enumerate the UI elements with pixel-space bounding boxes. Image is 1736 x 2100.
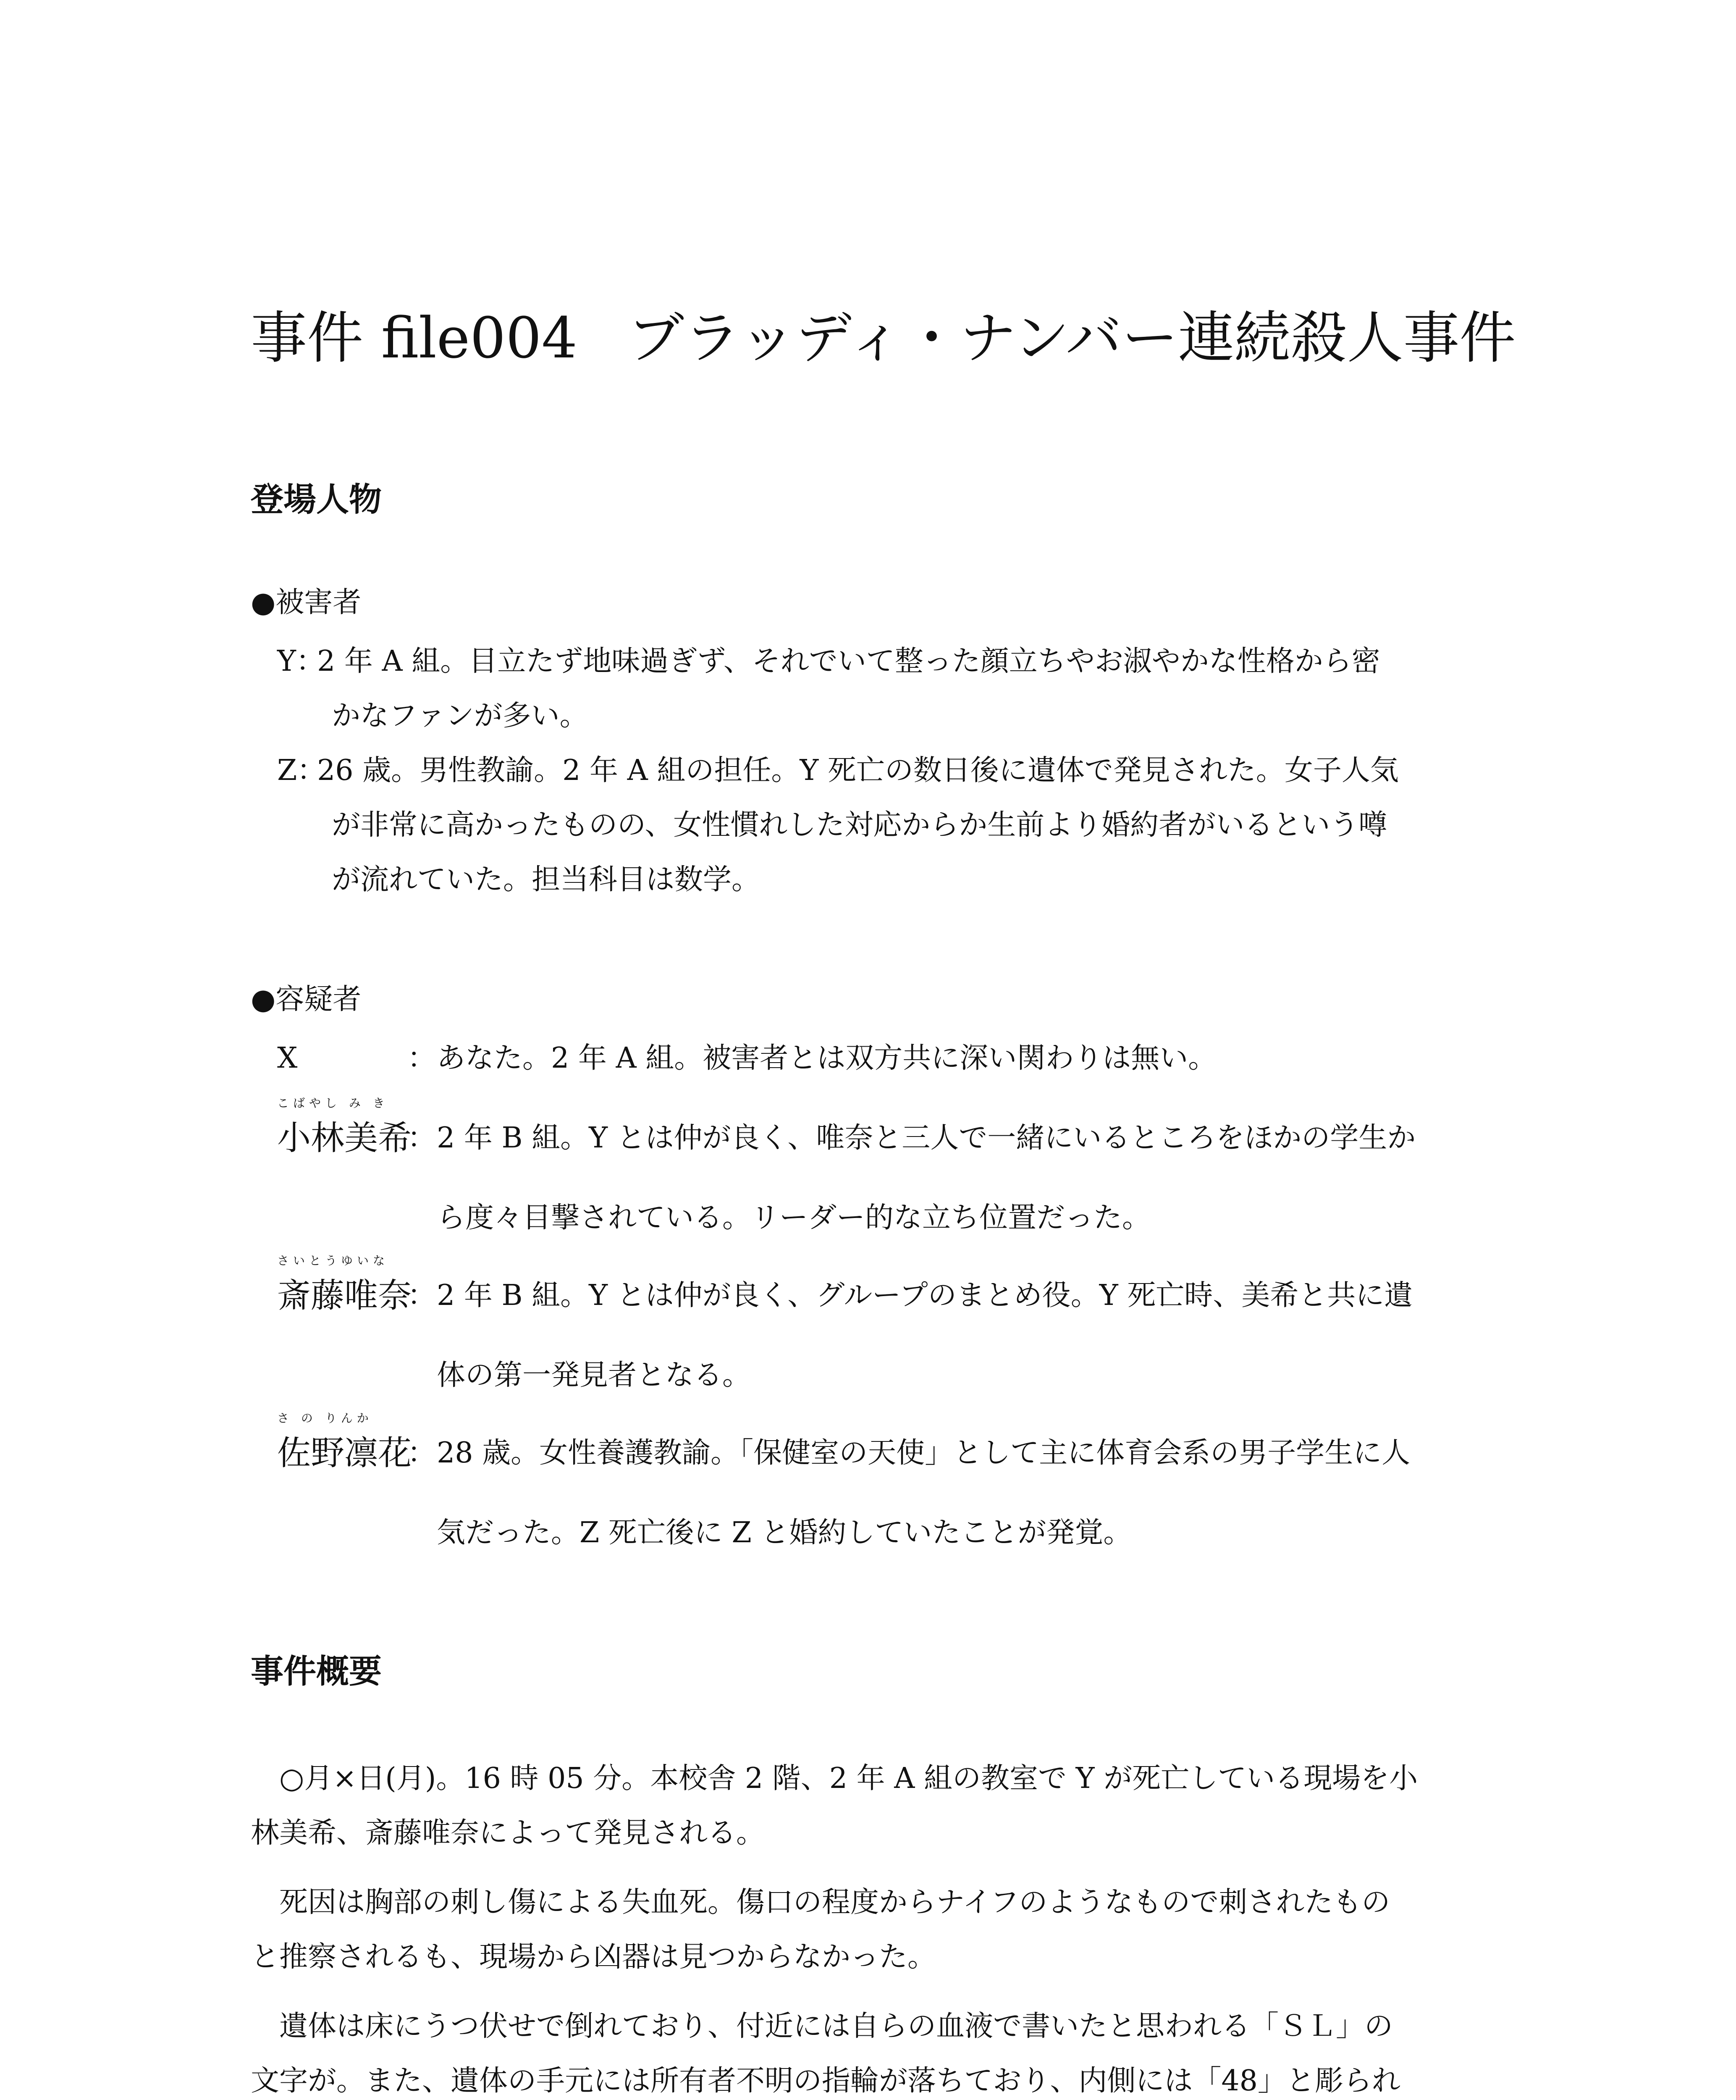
suspect-name: 佐野凛花 — [277, 1433, 412, 1473]
suspect-description: 2 年 B 組。Y とは仲が良く、グループのまとめ役。Y 死亡時、美希と共に遺 — [437, 1279, 1413, 1312]
victim-line: が流れていた。担当科目は数学。 — [332, 863, 760, 896]
suspect-ruby: さいとうゆいな — [277, 1254, 389, 1268]
paragraph-line: 死因は胸部の刺し傷による失血死。傷口の程度からナイフのようなもので刺されたもの — [279, 1886, 1390, 1919]
suspect-description: ら度々目撃されている。リーダー的な立ち位置だった。 — [437, 1201, 1151, 1234]
victim-line: が非常に高かったものの、女性慣れした対応からか生前より婚約者がいるという噂 — [332, 808, 1387, 842]
paragraph-line: 遺体は床にうつ伏せで倒れており、付近には自らの血液で書いたと思われる「ＳＬ」の — [279, 2010, 1393, 2043]
document-title — [251, 302, 1516, 374]
suspects-heading-label: 容疑者 — [275, 983, 362, 1016]
suspect-name: 斎藤唯奈 — [277, 1276, 412, 1315]
victim-line: 26 歳。男性教諭。2 年 A 組の担任。Y 死亡の数日後に遺体で発見された。女子人気 — [317, 754, 1399, 787]
suspect-description: 気だった。Z 死亡後に Z と婚約していたことが発覚。 — [437, 1516, 1132, 1549]
section-heading-characters: 登場人物 — [251, 481, 382, 519]
bullet-icon: ● — [251, 586, 276, 619]
suspect-colon: ： — [407, 1279, 436, 1312]
paragraph-line: 文字が。また、遺体の手元には所有者不明の指輪が落ちており、内側には「48」と彫られ — [251, 2064, 1400, 2097]
suspects-heading — [251, 979, 361, 1021]
suspect-name: X — [277, 1042, 298, 1075]
paragraph-line: 林美希、斎藤唯奈によって発見される。 — [251, 1816, 765, 1850]
suspect-ruby: こばやし み き — [277, 1096, 389, 1110]
section-heading-summary: 事件概要 — [251, 1653, 382, 1690]
victim-line: かなファンが多い。 — [332, 699, 588, 732]
suspect-description: 2 年 B 組。Y とは仲が良く、唯奈と三人で一緒にいるところをほかの学生か — [437, 1121, 1416, 1155]
paragraph-line: と推察されるも、現場から凶器は見つからなかった。 — [251, 1940, 936, 1974]
victims-heading-label: 被害者 — [275, 586, 362, 619]
suspect-name: 小林美希 — [277, 1118, 412, 1158]
victim-key: Z： — [277, 754, 326, 787]
suspect-description: あなた。2 年 A 組。被害者とは双方共に深い関わりは無い。 — [437, 1042, 1217, 1075]
title-case-name: ブラッディ・ナンバー連続殺人事件 — [627, 305, 1516, 371]
suspect-colon: ： — [407, 1436, 436, 1470]
summary-paragraph — [251, 1999, 1489, 2100]
summary-paragraph — [251, 1875, 1489, 1984]
suspect-ruby: さ の りんか — [277, 1411, 373, 1425]
victims-heading — [251, 582, 361, 624]
victim-key: Y： — [277, 645, 325, 678]
title-case-number: 事件 file004 — [251, 305, 577, 371]
victim-line: 2 年 A 組。目立たず地味過ぎず、それでいて整った顔立ちやお淑やかな性格から密 — [317, 645, 1380, 678]
paragraph-line: ○月×日(月)。16 時 05 分。本校舎 2 階、2 年 A 組の教室で Y が死亡している現場を小 — [279, 1762, 1418, 1795]
bullet-icon: ● — [251, 983, 276, 1016]
suspect-colon: ： — [407, 1121, 436, 1155]
suspect-description: 28 歳。女性養護教諭。「保健室の天使」として主に体育会系の男子学生に人 — [437, 1436, 1411, 1470]
summary-paragraph — [251, 1751, 1489, 1861]
suspect-description: 体の第一発見者となる。 — [437, 1359, 751, 1392]
suspect-colon: ： — [407, 1042, 436, 1075]
